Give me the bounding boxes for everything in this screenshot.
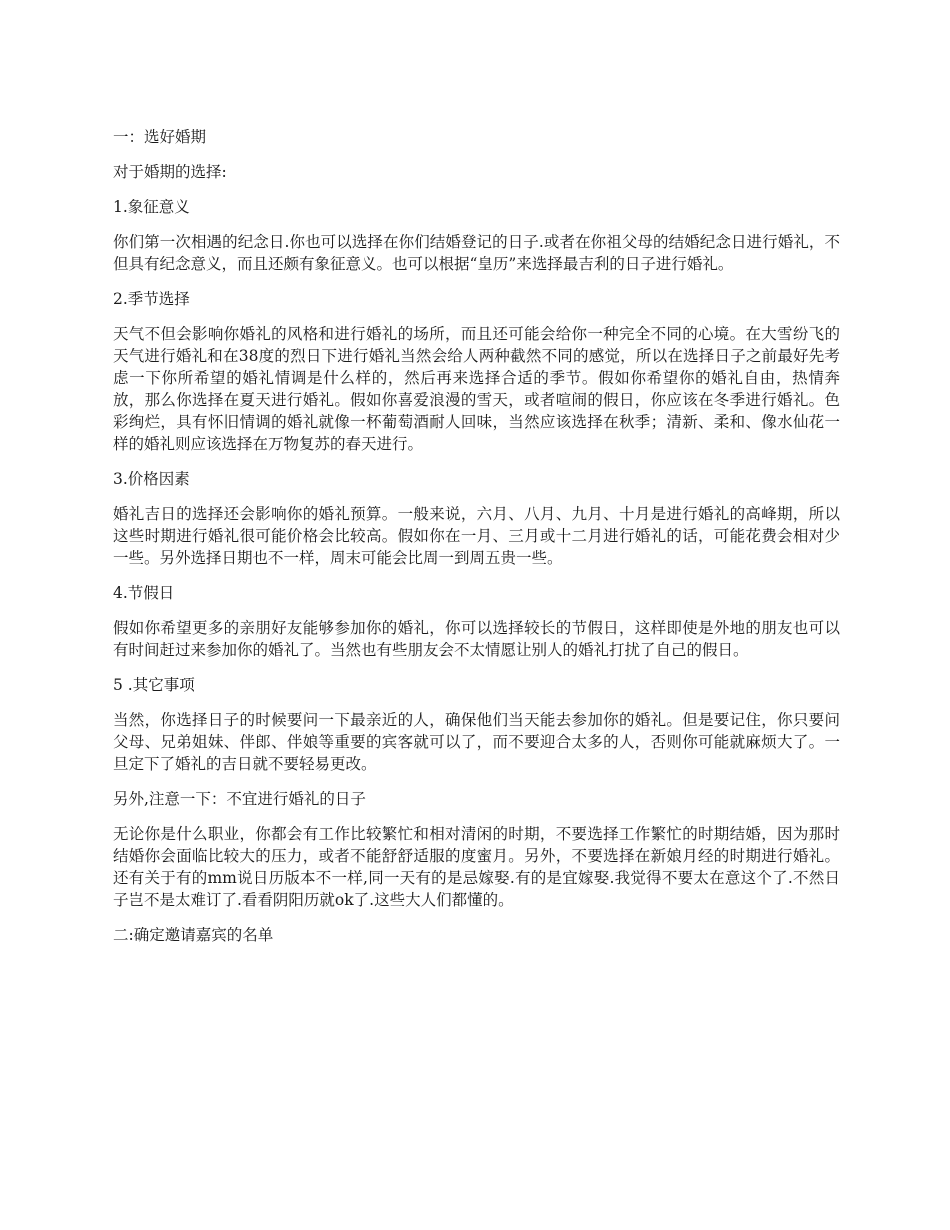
paragraph-symbolic-meaning: 你们第一次相遇的纪念日.你也可以选择在你们结婚登记的日子.或者在你祖父母的结婚纪念日进行婚礼，不但具有纪念意义，而且还颇有象征意义。也可以根据“皇历”来选择最吉利的日子进行婚礼。: [113, 233, 840, 273]
paragraph-season: 天气不但会影响你婚礼的风格和进行婚礼的场所，而且还可能会给你一种完全不同的心境。在大雪纷飞的天气进行婚礼和在38度的烈日下进行婚礼当然会给人两种截然不同的感觉，所以在选择日子之前最好先考虑一下你所希望的婚礼情调是什么样的，然后再来选择合适的季节。假如你希望你的婚礼自由，热情奔放，那么你选择在夏天进行婚礼。假如你喜爱浪漫的雪天，或者喧闹的假日，你应该在冬季进行婚礼。色彩绚烂，具有怀旧情调的婚礼就像一杯葡萄酒耐人回味，当然应该选择在秋季；清新、柔和、像水仙花一样的婚礼则应该选择在万物复苏的春天进行。: [113, 325, 840, 453]
paragraph-unsuitable-days: 无论你是什么职业，你都会有工作比较繁忙和相对清闲的时期，不要选择工作繁忙的时期结婚，因为那时结婚你会面临比较大的压力，或者不能舒舒适服的度蜜月。另外，不要选择在新娘月经的时期进行婚礼。还有关于有的mm说日历版本不一样,同一天有的是忌嫁娶.有的是宜嫁娶.我觉得不要太在意这个了.不然日子岂不是太难订了.看看阴阳历就ok了.这些大人们都懂的。: [113, 825, 840, 909]
section-heading-choose-date: 一：选好婚期: [113, 128, 207, 146]
paragraph-other-matters: 当然，你选择日子的时候要问一下最亲近的人，确保他们当天能去参加你的婚礼。但是要记住，你只要问父母、兄弟姐妹、伴郎、伴娘等重要的宾客就可以了，而不要迎合太多的人，否则你可能就麻烦大了。一旦定下了婚礼的吉日就不要轻易更改。: [113, 711, 840, 773]
document-body: [113, 126, 840, 959]
subheading-date-choice: 对于婚期的选择:: [113, 163, 227, 181]
paragraph-price: 婚礼吉日的选择还会影响你的婚礼预算。一般来说，六月、八月、九月、十月是进行婚礼的高峰期，所以这些时期进行婚礼很可能价格会比较高。假如你在一月、三月或十二月进行婚礼的话，可能花费会相对少一些。另外选择日期也不一样，周末可能会比周一到周五贵一些。: [113, 505, 840, 567]
item-heading-unsuitable-days: 另外,注意一下：不宜进行婚礼的日子: [113, 790, 366, 808]
item-heading-price: 3.价格因素: [113, 470, 190, 488]
section-heading-guest-list: 二:确定邀请嘉宾的名单: [113, 926, 274, 944]
item-heading-other-matters: 5 .其它事项: [113, 676, 195, 694]
item-heading-season: 2.季节选择: [113, 290, 190, 308]
paragraph-holidays: 假如你希望更多的亲朋好友能够参加你的婚礼，你可以选择较长的节假日，这样即使是外地的朋友也可以有时间赶过来参加你的婚礼了。当然也有些朋友会不太情愿让别人的婚礼打扰了自己的假日。: [113, 619, 840, 659]
item-heading-symbolic-meaning: 1.象征意义: [113, 198, 190, 216]
item-heading-holidays: 4.节假日: [113, 584, 175, 602]
